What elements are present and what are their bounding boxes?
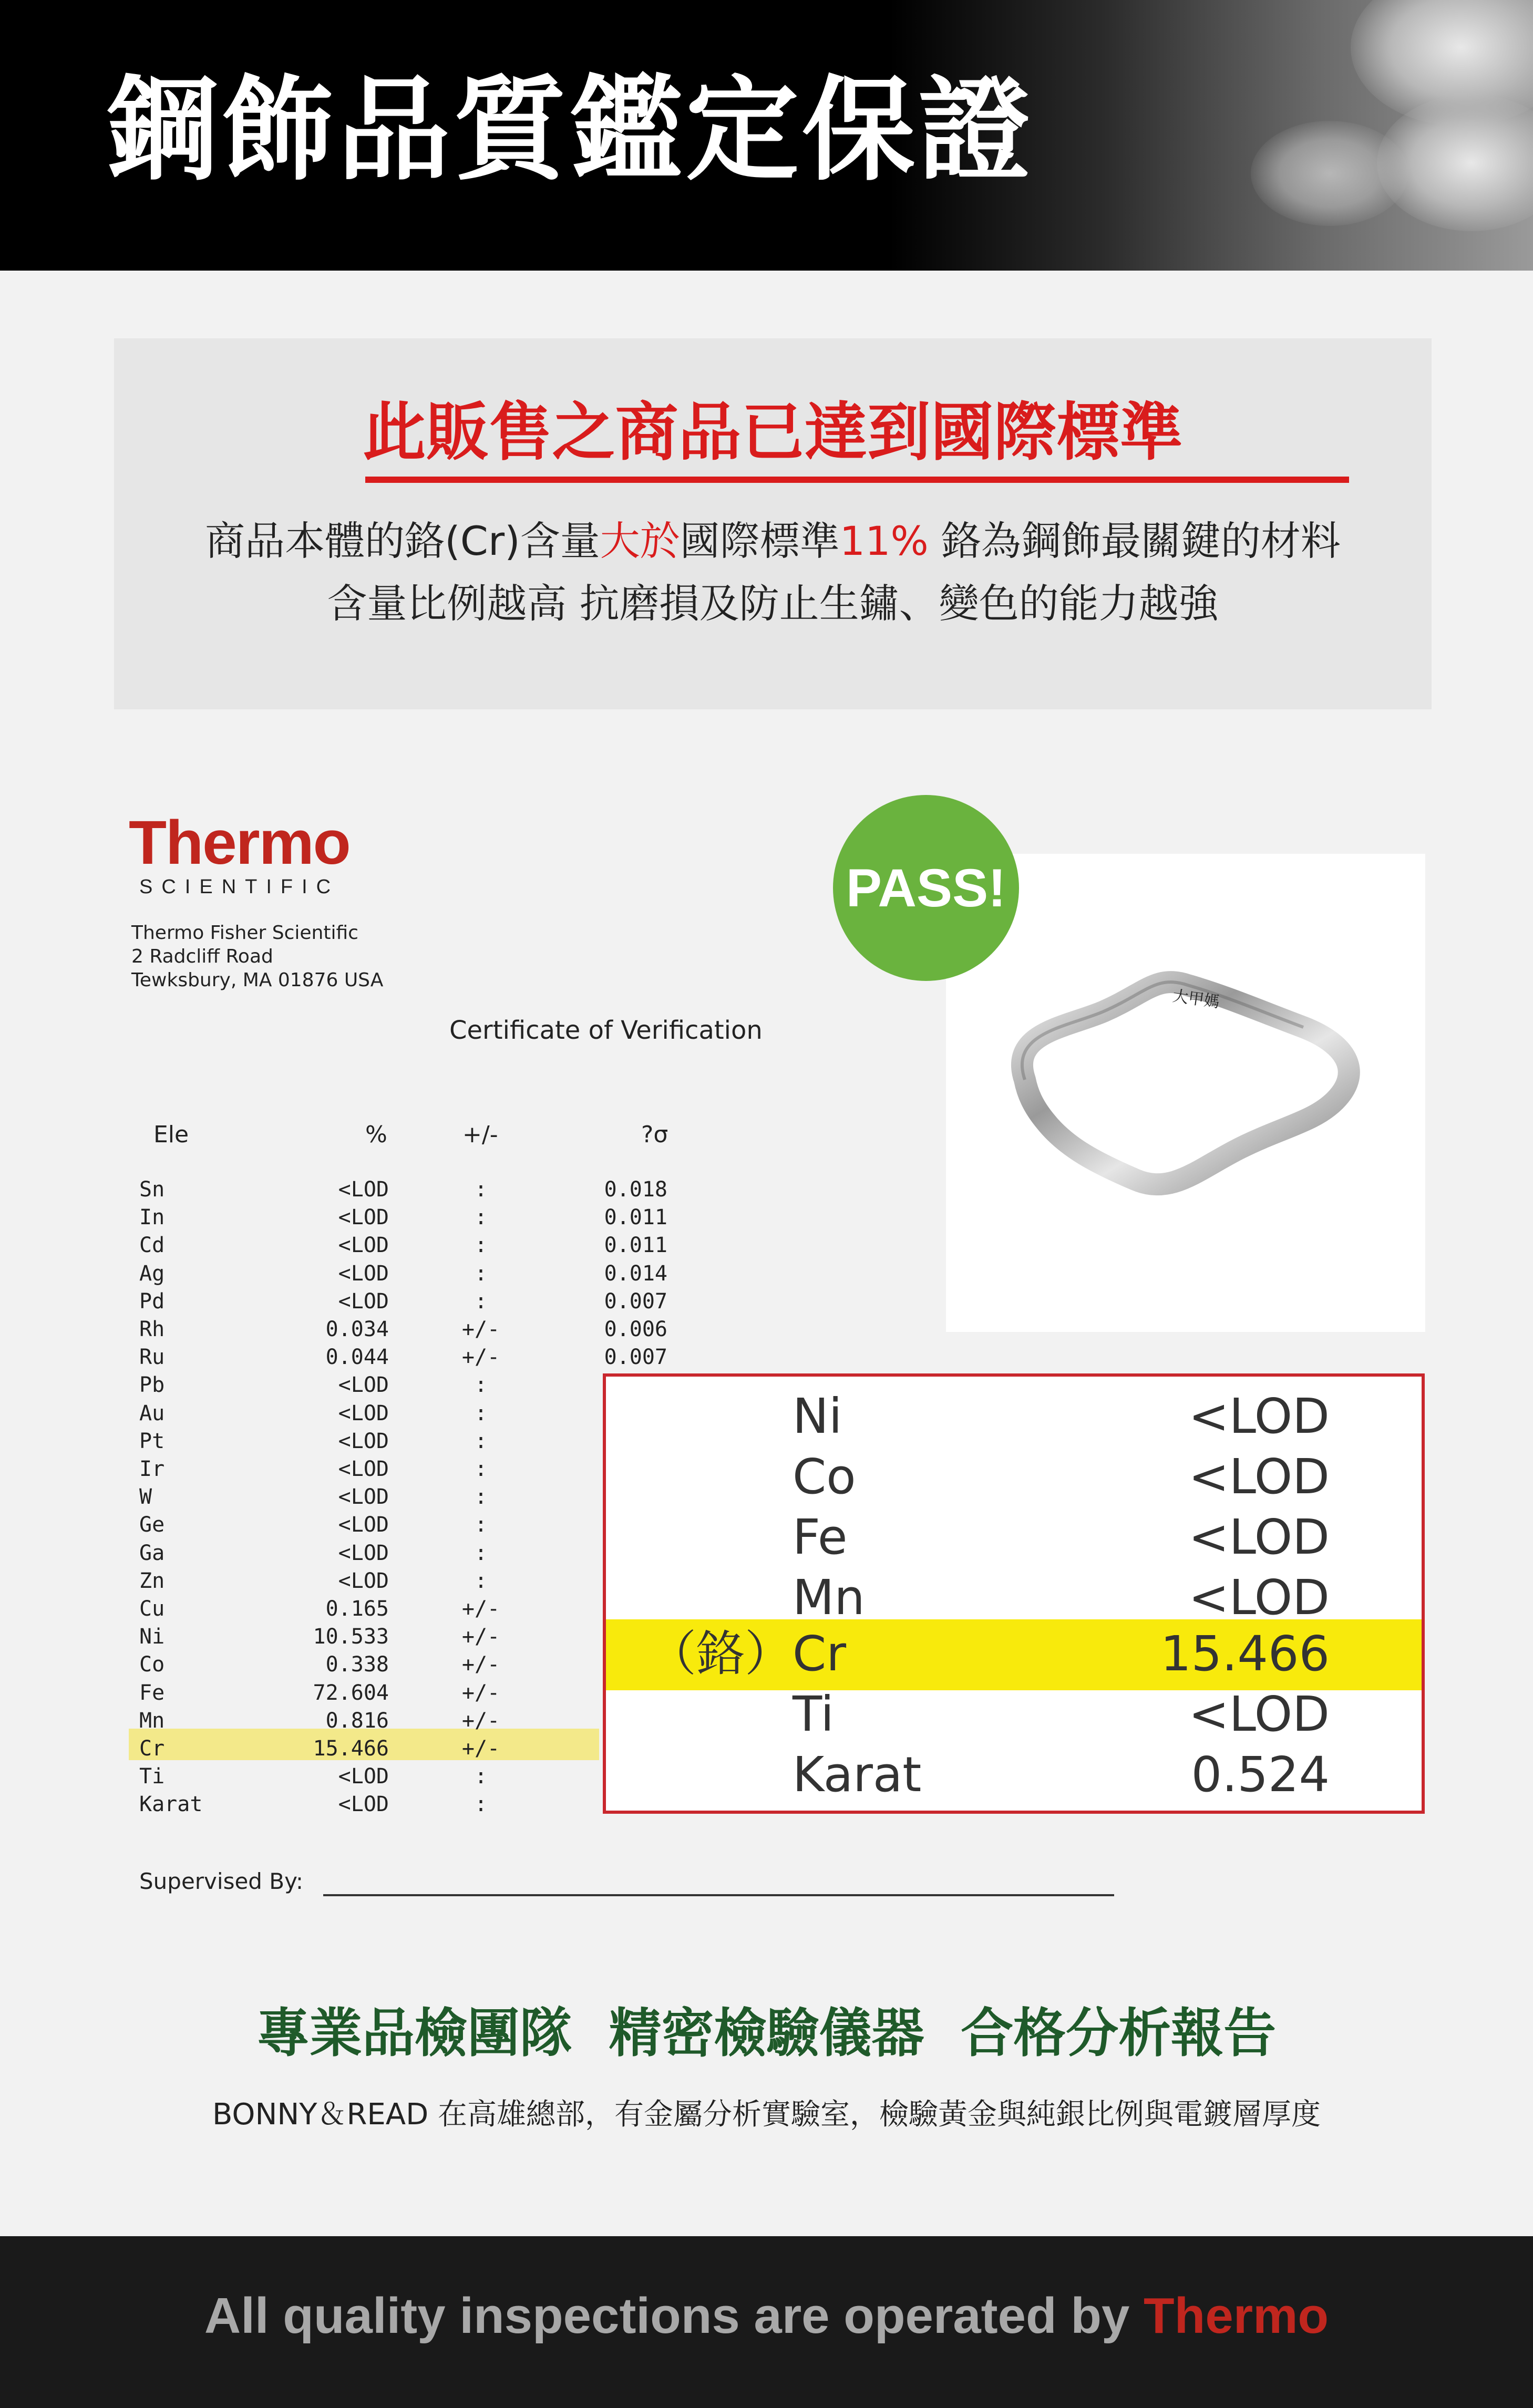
claim-box [114, 338, 1432, 709]
table-row [0, 1735, 631, 1763]
element-name: Pt [139, 1429, 165, 1453]
element-plusminus: +/- [461, 1652, 500, 1677]
table-row [0, 1567, 631, 1595]
element-name: Pd [139, 1289, 165, 1314]
element-percent: 0.165 [325, 1597, 389, 1621]
element-name: Sn [139, 1177, 165, 1202]
element-name: Cu [139, 1597, 165, 1621]
table-row [0, 1371, 631, 1399]
element-plusminus: +/- [461, 1345, 500, 1370]
chromium-label: （鉻） [648, 1626, 794, 1682]
element-name: Au [139, 1401, 165, 1425]
zoom-row [606, 1567, 1422, 1628]
element-percent: 0.338 [325, 1652, 389, 1677]
table-row [0, 1679, 631, 1707]
element-percent: <LOD [338, 1401, 389, 1425]
zoom-element: Cr [793, 1626, 847, 1682]
element-percent: <LOD [338, 1373, 389, 1398]
table-row [0, 1232, 667, 1259]
element-name: In [139, 1205, 165, 1230]
footer-text [0, 2288, 1533, 2344]
tagline: 專業品檢團隊 精密檢驗儀器 合格分析報告 [256, 2002, 1277, 2064]
table-row [0, 1260, 667, 1288]
table-row [0, 1539, 631, 1567]
claim-text: 國際標準 [680, 518, 840, 564]
element-sigma: 0.011 [604, 1233, 667, 1258]
claim-title: 此販售之商品已達到國際標準 [363, 396, 1183, 469]
cr-zoom-box [603, 1373, 1425, 1814]
table-row [0, 1763, 631, 1791]
column-header-ele: Ele [153, 1121, 189, 1148]
table-row [0, 1343, 667, 1371]
certificate-title: Certificate of Verification [449, 1016, 763, 1045]
element-name: Karat [139, 1792, 203, 1817]
element-plusminus: : [474, 1261, 488, 1286]
address-line: Thermo Fisher Scientific [131, 922, 358, 944]
zoom-element: Ti [793, 1686, 834, 1742]
element-plusminus: : [474, 1485, 488, 1510]
address-line: Tewksbury, MA 01876 USA [131, 969, 384, 991]
element-plusminus: +/- [461, 1680, 500, 1705]
zoom-value: 15.466 [1160, 1626, 1330, 1682]
claim-text: 鉻為鋼飾最關鍵的材料 [928, 518, 1341, 564]
zoom-value: <LOD [1188, 1449, 1330, 1505]
element-percent: <LOD [338, 1457, 389, 1481]
element-name: Ge [139, 1513, 165, 1537]
element-percent: 0.816 [325, 1708, 389, 1733]
thermo-logo-sub: SCIENTIFIC [139, 876, 340, 898]
svg-text:大甲媽: 大甲媽 [1171, 987, 1221, 1012]
element-name: Ti [139, 1764, 165, 1789]
column-header-pct: % [365, 1121, 387, 1148]
element-percent: <LOD [338, 1205, 389, 1230]
element-percent: 15.466 [313, 1737, 389, 1761]
claim-line-2: 含量比例越高 抗磨損及防止生鏽、變色的能力越強 [327, 580, 1219, 627]
element-percent: <LOD [338, 1485, 389, 1510]
footer [0, 2236, 1533, 2408]
zoom-value: 0.524 [1191, 1746, 1330, 1803]
element-percent: <LOD [338, 1233, 389, 1258]
element-percent: 0.034 [325, 1317, 389, 1341]
page-title: 鋼飾品質鑑定保證 [105, 64, 1034, 196]
element-name: W [139, 1485, 152, 1510]
element-name: Ga [139, 1541, 165, 1565]
column-header-sigma: ?σ [641, 1121, 668, 1148]
element-plusminus: : [474, 1541, 488, 1565]
table-row [0, 1651, 631, 1679]
table-row [0, 1288, 667, 1316]
claim-highlight: 大於 [600, 518, 680, 564]
column-header-pm: +/- [462, 1121, 498, 1148]
element-plusminus: : [474, 1568, 488, 1593]
table-row [0, 1791, 631, 1818]
element-plusminus: : [474, 1373, 488, 1398]
zoom-row [606, 1684, 1422, 1744]
table-row [0, 1176, 667, 1204]
claim-line-1 [114, 518, 1432, 564]
element-percent: <LOD [338, 1568, 389, 1593]
signature-line [323, 1894, 1114, 1896]
element-percent: <LOD [338, 1513, 389, 1537]
element-name: Zn [139, 1568, 165, 1593]
element-name: Cr [139, 1737, 165, 1761]
element-sigma: 0.018 [604, 1177, 667, 1202]
element-percent: <LOD [338, 1289, 389, 1314]
element-percent: 0.044 [325, 1345, 389, 1370]
zoom-element: Ni [793, 1388, 842, 1444]
table-row [0, 1595, 631, 1623]
table-row [0, 1455, 631, 1483]
zoom-element: Fe [793, 1509, 848, 1565]
element-plusminus: +/- [461, 1708, 500, 1733]
zoom-element: Mn [793, 1569, 865, 1626]
table-row [0, 1428, 631, 1455]
element-sigma: 0.007 [604, 1289, 667, 1314]
element-plusminus: : [474, 1429, 488, 1453]
supervised-label: Supervised By: [139, 1868, 304, 1894]
claim-text: 商品本體的鉻(Cr)含量 [205, 518, 600, 564]
element-sigma: 0.007 [604, 1345, 667, 1370]
zoom-row [606, 1507, 1422, 1567]
zoom-element: Co [793, 1449, 856, 1505]
table-row [0, 1204, 667, 1232]
element-percent: <LOD [338, 1541, 389, 1565]
table-row [0, 1483, 631, 1511]
element-percent: <LOD [338, 1429, 389, 1453]
element-plusminus: +/- [461, 1737, 500, 1761]
zoom-element: Karat [793, 1746, 922, 1803]
zoom-row [606, 1446, 1422, 1507]
table-row [0, 1623, 631, 1651]
element-percent: 72.604 [313, 1680, 389, 1705]
element-percent: 10.533 [313, 1625, 389, 1649]
element-plusminus: : [474, 1177, 488, 1202]
table-row [0, 1511, 631, 1539]
element-plusminus: +/- [461, 1317, 500, 1341]
element-plusminus: : [474, 1233, 488, 1258]
footer-caption: All quality inspections are operated by [204, 2288, 1144, 2344]
thermo-logo [129, 808, 350, 898]
zoom-row [606, 1744, 1422, 1805]
element-plusminus: : [474, 1205, 488, 1230]
zoom-value: <LOD [1188, 1509, 1330, 1565]
element-name: Ag [139, 1261, 165, 1286]
element-plusminus: +/- [461, 1625, 500, 1649]
element-name: Pb [139, 1373, 165, 1398]
product-image [946, 854, 1425, 1332]
flower-image-petal-2 [1251, 121, 1408, 226]
zoom-row [606, 1386, 1422, 1446]
ring-image [946, 854, 1425, 1332]
element-percent: <LOD [338, 1261, 389, 1286]
element-sigma: 0.011 [604, 1205, 667, 1230]
footer-brand: Thermo [1144, 2288, 1329, 2344]
zoom-value: <LOD [1188, 1388, 1330, 1444]
element-name: Ni [139, 1625, 165, 1649]
zoom-row [606, 1624, 1422, 1684]
zoom-value: <LOD [1188, 1686, 1330, 1742]
thermo-logo-word: Thermo [129, 808, 350, 877]
address-line: 2 Radcliff Road [131, 946, 273, 967]
header-banner [0, 0, 1533, 271]
element-name: Cd [139, 1233, 165, 1258]
zoom-value: <LOD [1188, 1569, 1330, 1626]
element-sigma: 0.006 [604, 1317, 667, 1341]
element-name: Mn [139, 1708, 165, 1733]
element-name: Ir [139, 1457, 165, 1481]
element-percent: <LOD [338, 1764, 389, 1789]
table-row [0, 1707, 631, 1735]
element-name: Rh [139, 1317, 165, 1341]
tagline-sub: BONNY＆READ 在高雄總部，有金屬分析實驗室，檢驗黃金與純銀比例與電鍍層厚度 [212, 2097, 1321, 2132]
element-plusminus: : [474, 1457, 488, 1481]
element-plusminus: : [474, 1401, 488, 1425]
claim-highlight: 11% [839, 518, 929, 564]
pass-badge: PASS! [833, 795, 1019, 981]
table-row [0, 1316, 667, 1343]
element-percent: <LOD [338, 1792, 389, 1817]
element-plusminus: +/- [461, 1597, 500, 1621]
claim-underline [365, 477, 1349, 483]
element-name: Ru [139, 1345, 165, 1370]
element-plusminus: : [474, 1792, 488, 1817]
element-plusminus: : [474, 1289, 488, 1314]
table-row [0, 1400, 631, 1428]
element-plusminus: : [474, 1764, 488, 1789]
element-percent: <LOD [338, 1177, 389, 1202]
element-sigma: 0.014 [604, 1261, 667, 1286]
element-plusminus: : [474, 1513, 488, 1537]
element-name: Co [139, 1652, 165, 1677]
element-name: Fe [139, 1680, 165, 1705]
